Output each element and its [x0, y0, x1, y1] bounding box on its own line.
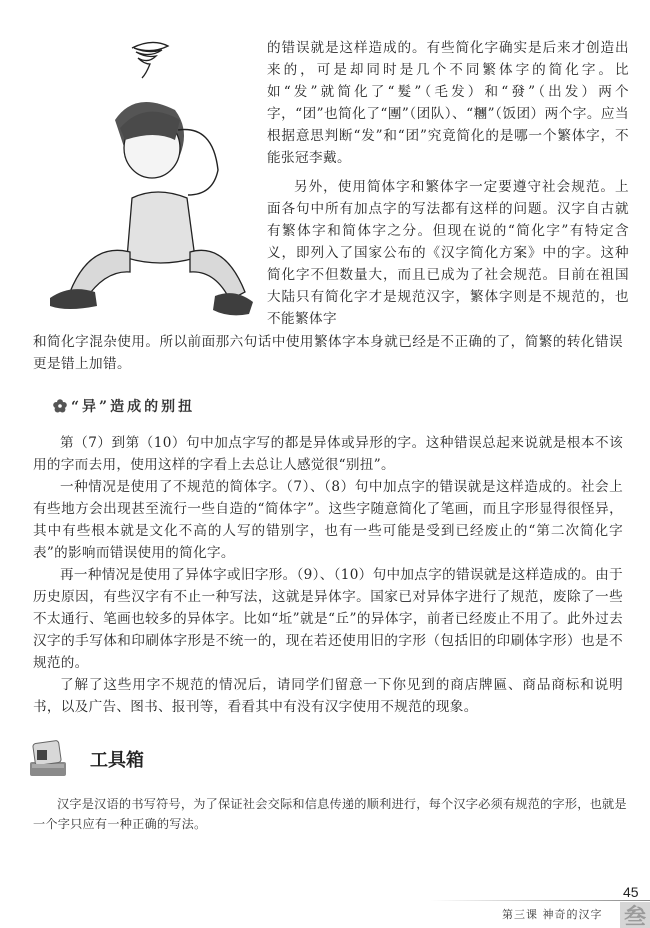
- flower-icon: [53, 399, 67, 413]
- section-paragraph: 再一种情况是使用了异体字或旧字形。（9）、（10）句中加点字的错误就是这样造成的。由于历史原因，有些汉字有不止一种写法，这就是异体字。国家已对异体字进行了规范，废除了一些不太通行、笔画也较多的异体字。比如“坵”就是“丘”的异体字，前者已经废止不用了。此外过去汉字的手写体和印刷体字形是不统一的，现在若还使用旧的字形（包括旧的印刷体字形）也是不规范的。: [33, 567, 623, 671]
- toolbox-icon: [28, 738, 70, 778]
- section-body: [33, 432, 623, 718]
- footer-divider: [430, 900, 650, 901]
- section-paragraph: 了解了这些用字不规范的情况后，请同学们留意一下你见到的商店牌匾、商品商标和说明书，以及广告、图书、报刊等，看看其中有没有汉字使用不规范的现象。: [33, 677, 623, 715]
- second-paragraph-wrapped: 另外，使用简体字和繁体字一定要遵守社会规范。上面各句中所有加点字的写法都有这样的问题。汉字自古就有繁体字和简体字之分。但现在说的“简化字”有特定含义，即列入了国家公布的《汉字简化方案》中的字。这种简化字不但数量大，而且已成为了社会规范。目前在祖国大陆只有简化字才是规范汉字，繁体字则是不规范的，也不能繁体字: [267, 179, 629, 327]
- toolbox-text: [33, 794, 633, 834]
- toolbox-heading: [28, 738, 144, 778]
- section-paragraph: 一种情况是使用了不规范的简体字。（7）、（8）句中加点字的错误就是这样造成的。社会上有些地方会出现甚至流行一些自造的“简体字”。这些字随意简化了笔画，而且字形显得很怪异，其中有些根本就是文化不高的人写的错别字，也有一些可能是受到已经废止的“第二次简化字表”的影响而错误使用的简化字。: [33, 479, 623, 561]
- toolbox-paragraph: 汉字是汉语的书写符号，为了保证社会交际和信息传递的顺利进行，每个汉字必须有规范的字形，也就是一个字只应有一种正确的写法。: [33, 797, 627, 831]
- section-heading: [53, 396, 195, 416]
- toolbox-title: 工具箱: [90, 750, 144, 771]
- lesson-label: 第三课 神奇的汉字: [502, 908, 603, 921]
- second-paragraph-continued: 和简化字混杂使用。所以前面那六句话中使用繁体字本身就已经是不正确的了，简繁的转化错误更是错上加错。: [33, 334, 623, 372]
- section-paragraph: 第（7）到第（10）句中加点字写的都是异体或异形的字。这种错误总起来说就是根本不该用的字而去用，使用这样的字看上去总让人感觉很“别扭”。: [33, 435, 623, 473]
- lesson-number-glyph: 叁: [620, 902, 650, 928]
- top-paragraph: 的错误就是这样造成的。有些简化字确实是后来才创造出来的，可是却同时是几个不同繁体字的简化字。比如“发”就简化了“髮”（毛发）和“發”（出发）两个字，“团”也简化了“團”（团队）、“糰”（饭团）两个字。应当根据意思判断“发”和“团”究竟简化的是哪一个繁体字，不能张冠李戴。: [267, 40, 629, 166]
- page-number: 45: [623, 884, 639, 900]
- confused-boy-illustration: [20, 30, 260, 320]
- section-title: “异”造成的别扭: [71, 399, 196, 415]
